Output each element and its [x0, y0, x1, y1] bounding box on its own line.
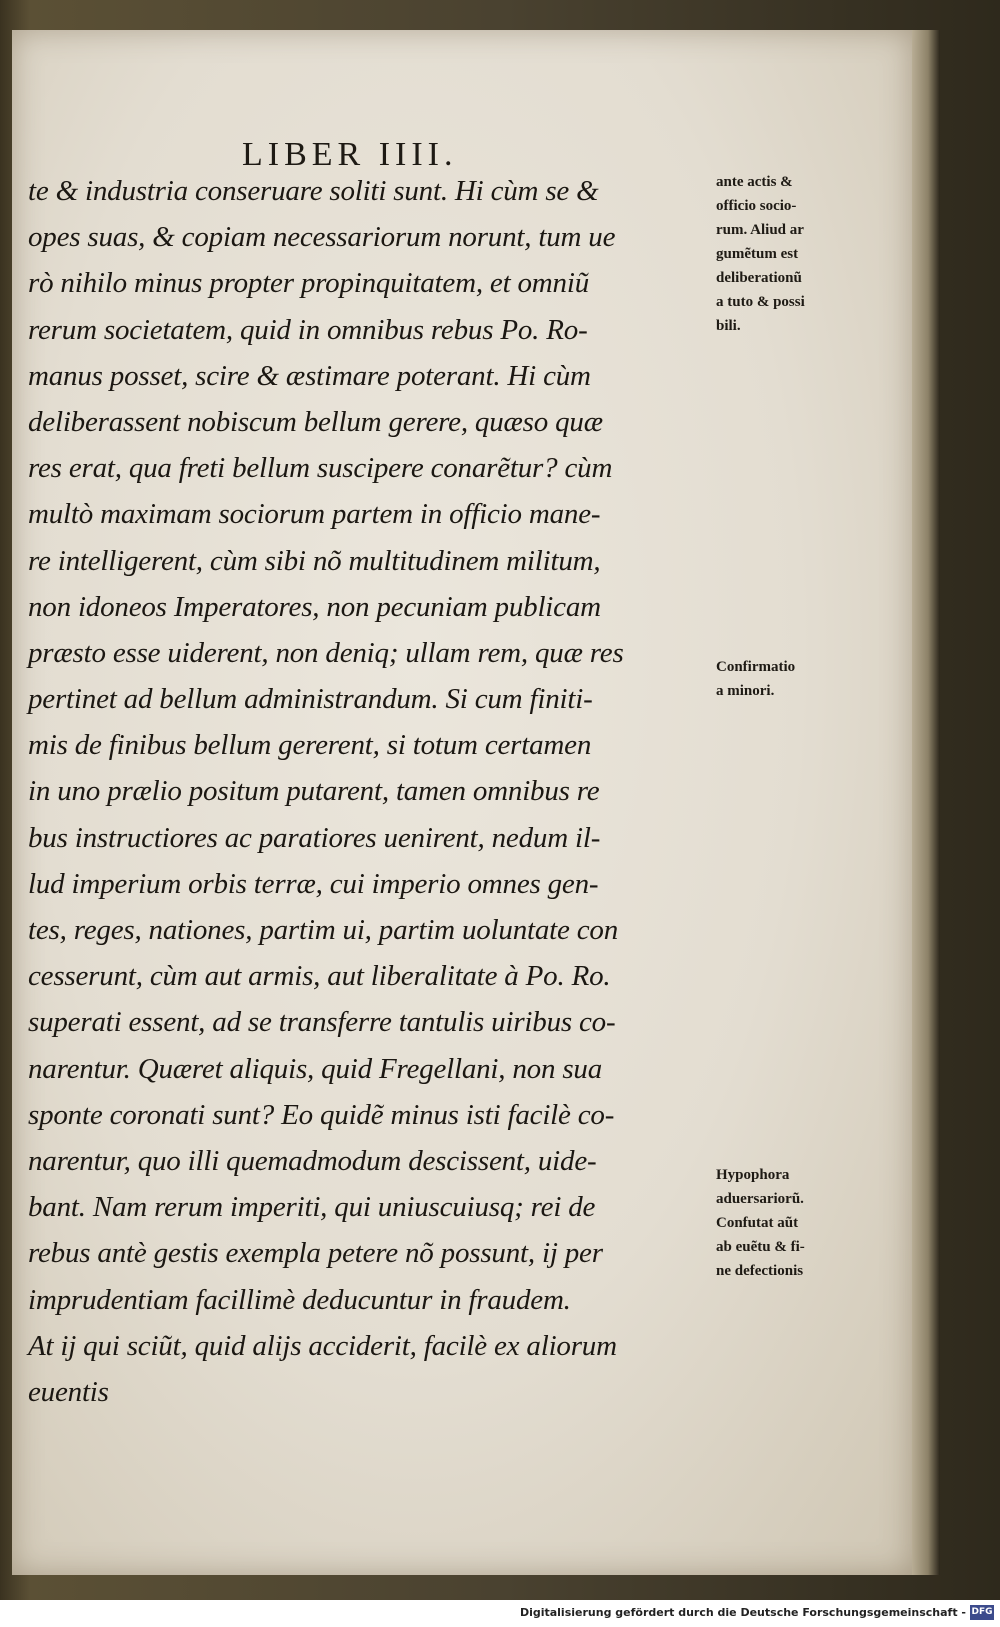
text-line: narentur, quo illi quemadmodum descissent, uide- [28, 1144, 597, 1177]
text-line: res erat, qua freti bellum suscipere conarẽtur? cùm [28, 452, 613, 485]
text-line: rerum societatem, quid in omnibus rebus Po. Ro- [28, 313, 588, 346]
text-line: mis de finibus bellum gererent, si totum certamen [28, 729, 592, 762]
gloss-line: gumẽtum est [716, 246, 799, 262]
gloss-line: aduersariorũ. [716, 1191, 804, 1207]
margin-gloss-3 [716, 1163, 866, 1283]
text-line: multò maximam sociorum partem in officio mane- [28, 498, 601, 531]
text-line: te & industria conseruare soliti sunt. Hi cùm se & [28, 175, 599, 207]
text-line: pertinet ad bellum administrandum. Si cum finiti- [28, 683, 593, 716]
margin-gloss-1 [716, 170, 866, 338]
gloss-line: Hypophora [716, 1167, 790, 1183]
margin-gloss-2 [716, 655, 866, 703]
text-line: bus instructiores ac paratiores uenirent, nedum il- [28, 821, 601, 854]
gloss-line: ante actis & [716, 174, 793, 190]
gloss-line: a minori. [716, 683, 775, 699]
footer-credit: Digitalisierung gefördert durch die Deutsche Forschungsgemeinschaft - [519, 1606, 966, 1619]
text-line: euentis [28, 1375, 109, 1408]
gloss-line: officio socio- [716, 198, 797, 214]
text-line: bant. Nam rerum imperiti, qui uniuscuiusq; rei de [28, 1191, 596, 1224]
gloss-line: ne defectionis [716, 1263, 804, 1279]
gloss-line: rum. Aliud ar [716, 222, 804, 238]
text-line: in uno prælio positum putarent, tamen omnibus re [28, 775, 600, 808]
gloss-line: Confirmatio [716, 659, 796, 675]
text-line: narentur. Quæret aliquis, quid Fregellani, non sua [28, 1052, 603, 1085]
text-line: non idoneos Imperatores, non pecuniam publicam [28, 590, 601, 623]
text-line: re intelligerent, cùm sibi nõ multitudinem militum, [28, 544, 601, 577]
gloss-line: Confutat aũt [716, 1215, 799, 1231]
text-line: cesserunt, cùm aut armis, aut liberalitate à Po. Ro. [28, 960, 611, 993]
text-line: præsto esse uiderent, non deniq; ullam rem, quæ res [28, 636, 624, 669]
text-line: manus posset, scire & æstimare poterant. Hi cùm [28, 359, 591, 392]
dfg-logo: DFG [970, 1605, 994, 1620]
text-line: tes, reges, nationes, partim ui, partim uoluntate con [28, 914, 619, 946]
text-line: sponte coronati sunt? Eo quidẽ minus isti facilè co- [28, 1098, 615, 1131]
footer-bar [0, 1600, 1000, 1627]
text-line: opes suas, & copiam necessariorum norunt, tum ue [28, 221, 616, 254]
text-line: At ij qui sciũt, quid alijs acciderit, facilè ex aliorum [28, 1329, 617, 1362]
text-line: lud imperium orbis terræ, cui imperio omnes gen- [28, 867, 599, 900]
page-edge [910, 30, 940, 1575]
running-head: LIBER IIII. [242, 136, 458, 173]
text-line: rò nihilo minus propter propinquitatem, et omniũ [28, 267, 589, 300]
gloss-line: ab euẽtu & fi- [716, 1239, 805, 1255]
text-line: imprudentiam facillimè deducuntur in fraudem. [28, 1283, 571, 1316]
text-line: deliberassent nobiscum bellum gerere, quæso quæ [28, 405, 603, 438]
text-line: superati essent, ad se transferre tantulis uiribus co- [28, 1006, 616, 1039]
gloss-line: a tuto & possi [716, 294, 805, 310]
text-line: rebus antè gestis exempla petere nõ possunt, ij per [28, 1237, 603, 1270]
body-text [28, 168, 708, 1415]
gloss-line: deliberationũ [716, 270, 802, 286]
gloss-line: bili. [716, 318, 741, 334]
